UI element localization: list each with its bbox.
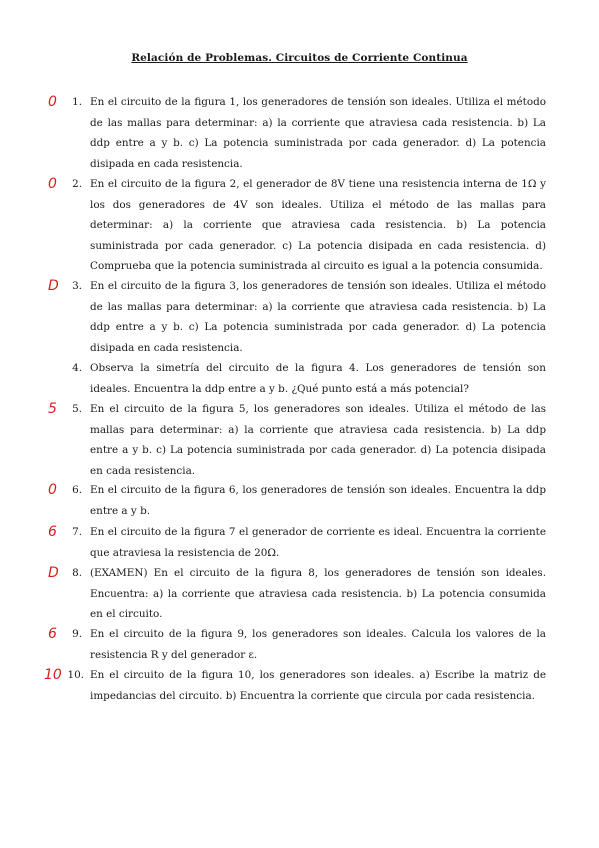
problem-number: 3. [72,280,82,292]
problem-text: En el circuito de la figura 10, los generadores son ideales. a) Escribe la matriz de impedancias del circuito. b) Encuentra la corriente que circula por cada resistencia. [90,669,546,702]
problem-text: En el circuito de la figura 2, el generador de 8V tiene una resistencia interna de 1Ω y los dos generadores de 4V son ideales. Utiliza el método de las mallas para determinar: a) la corriente que atraviesa cada resistencia. b) La potencia suministrada por cada generador. c) La potencia disipada en cada resistencia. d) Comprueba que la potencia suministrada al circuito es igual a la potencia consumida. [90,178,546,272]
problem-number: 6. [72,484,82,496]
page-title: Relación de Problemas. Circuitos de Corriente Continua [131,52,468,64]
problem-text: En el circuito de la figura 9, los generadores son ideales. Calcula los valores de la resistencia R y del generador ε. [90,628,546,661]
handwritten-mark: 0 [48,176,57,192]
problem-number: 5. [72,403,82,415]
problem-number: 8. [72,567,82,579]
problem-text: En el circuito de la figura 7 el generador de corriente es ideal. Encuentra la corriente que atraviesa la resistencia de 20Ω. [90,526,546,559]
handwritten-mark: D [48,565,59,581]
problem-number: 4. [72,362,82,374]
handwritten-mark: 0 [48,482,57,498]
problem-number: 7. [72,526,82,538]
handwritten-mark [48,359,66,377]
problem-text: En el circuito de la figura 3, los generadores de tensión son ideales. Utiliza el método de las mallas para determinar: a) la corriente que atraviesa cada resistencia. b) La ddp entre a y b. c) La potencia suministrada por cada generador. d) La potencia disipada en cada resistencia. [90,280,546,354]
problem-text: (EXAMEN) En el circuito de la figura 8, los generadores de tensión son ideales. Encuentra: a) la corriente que atraviesa cada resistencia. b) La potencia consumida en el circuito. [90,567,546,620]
handwritten-mark: 10 [44,667,62,683]
handwritten-mark: 6 [48,524,57,540]
problem-number: 10. [67,669,84,681]
problem-text: Observa la simetría del circuito de la figura 4. Los generadores de tensión son ideales. Encuentra la ddp entre a y b. ¿Qué punto está a más potencial? [90,362,546,395]
handwritten-mark: 0 [48,94,57,110]
problem-text: En el circuito de la figura 6, los generadores de tensión son ideales. Encuentra la ddp entre a y b. [90,484,546,517]
problem-text: En el circuito de la figura 5, los generadores son ideales. Utiliza el método de las mallas para determinar: a) la corriente que atraviesa cada resistencia. b) La ddp entre a y b. c) La potencia suministrada por cada generador. d) La potencia disipada en cada resistencia. [90,403,546,477]
handwritten-mark: 5 [48,401,57,417]
problem-number: 9. [72,628,82,640]
handwritten-mark: 6 [48,626,57,642]
problem-number: 2. [72,178,82,190]
handwritten-mark: D [48,278,59,294]
problem-text: En el circuito de la figura 1, los generadores de tensión son ideales. Utiliza el método de las mallas para determinar: a) la corriente que atraviesa cada resistencia. b) La ddp entre a y b. c) La potencia suministrada por cada generador. d) La potencia disipada en cada resistencia. [90,96,546,170]
problem-number: 1. [72,96,82,108]
